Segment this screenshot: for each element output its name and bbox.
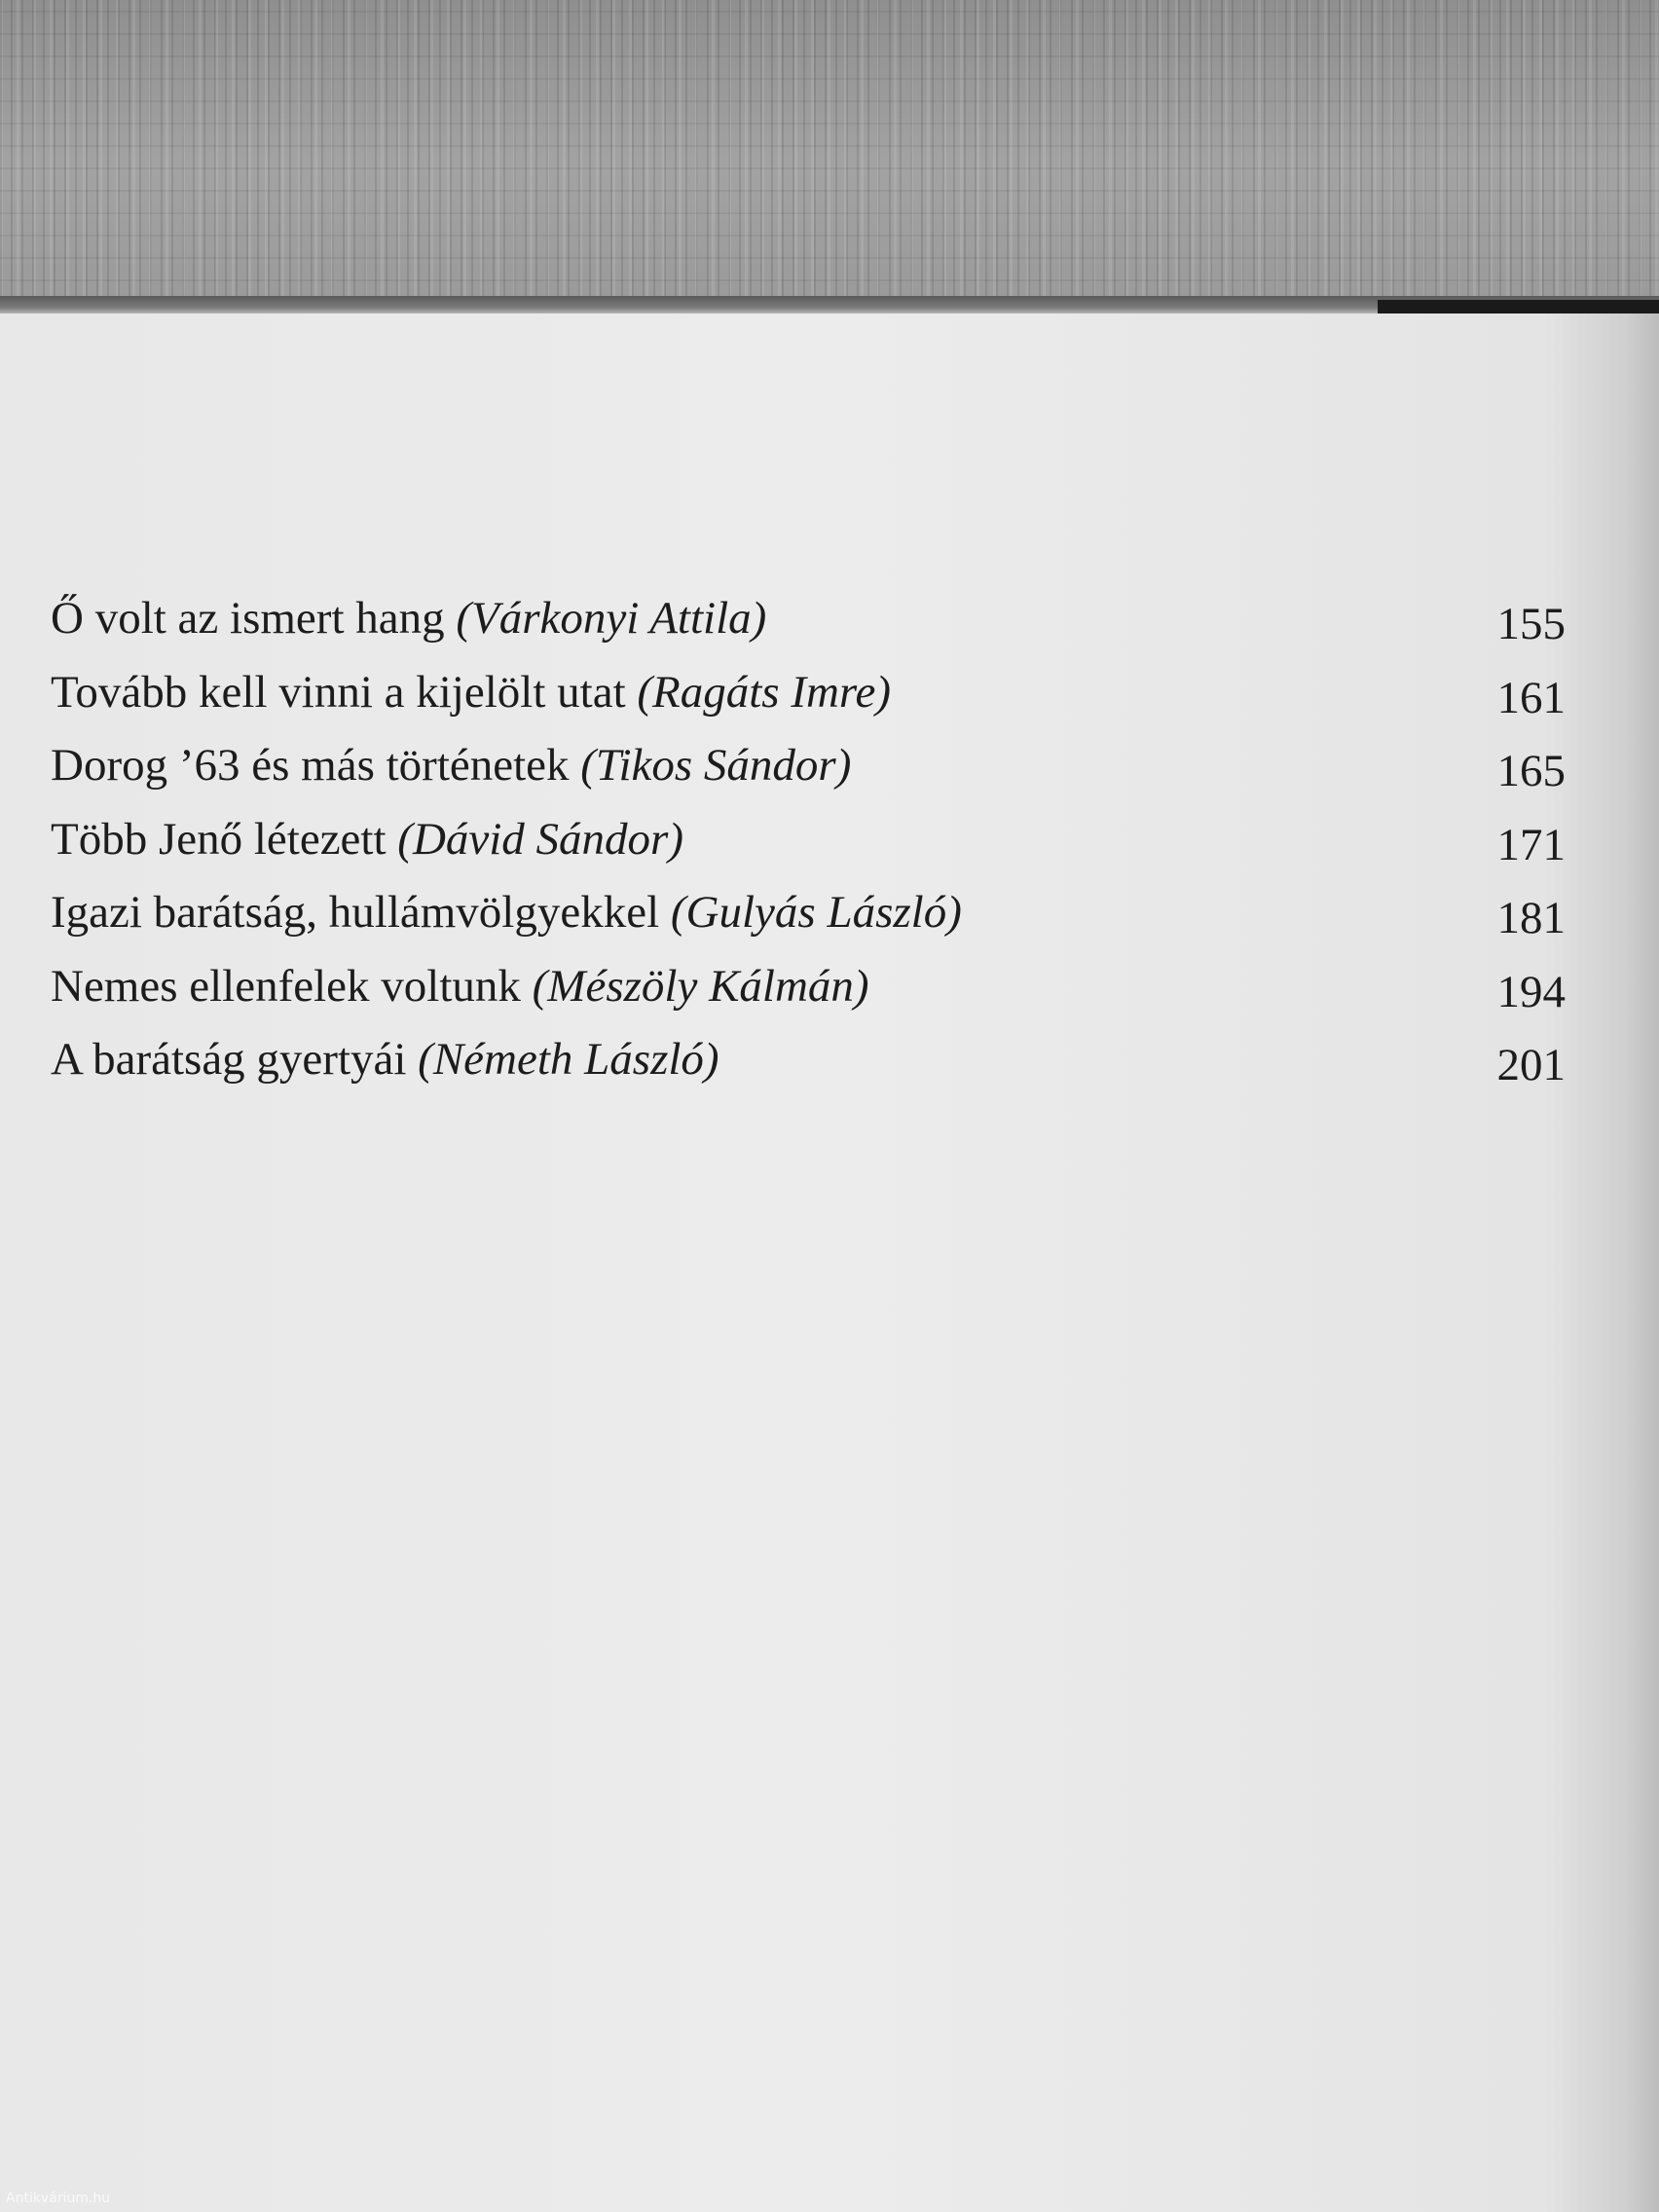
toc-entry-page: 201: [1496, 1040, 1566, 1090]
toc-entry-page: 161: [1496, 672, 1566, 723]
toc-entry-author: (Tikos Sándor): [580, 740, 852, 791]
toc-entry: [51, 656, 1566, 730]
table-of-contents: [51, 582, 1566, 1097]
toc-entry-title: Tovább kell vinni a kijelölt utat: [51, 666, 626, 718]
toc-entry-page: 155: [1496, 599, 1566, 649]
toc-entry-author: (Mészöly Kálmán): [532, 960, 869, 1012]
toc-entry-author: (Németh László): [418, 1034, 719, 1085]
toc-entry-title: Igazi barátság, hullámvölgyekkel: [51, 887, 660, 938]
toc-entry: [51, 582, 1566, 656]
toc-entry-page: 171: [1496, 819, 1566, 870]
toc-entry: [51, 803, 1566, 877]
source-watermark: Antikvárium.hu: [6, 2191, 111, 2206]
toc-entry-author: (Gulyás László): [670, 887, 962, 938]
toc-entry: [51, 729, 1566, 803]
toc-entry-page: 194: [1496, 966, 1566, 1017]
toc-entry-title: Nemes ellenfelek voltunk: [51, 960, 521, 1012]
toc-entry: [51, 950, 1566, 1024]
toc-entry-title: Dorog ’63 és más történetek: [51, 740, 570, 791]
toc-entry-title: Ő volt az ismert hang: [51, 593, 445, 644]
toc-entry-title: A barátság gyertyái: [51, 1034, 407, 1085]
toc-entry-author: (Várkonyi Attila): [456, 593, 767, 644]
toc-entry-author: (Dávid Sándor): [397, 813, 684, 865]
toc-entry: [51, 1023, 1566, 1097]
table-surface-background: [0, 0, 1659, 304]
toc-entry-page: 165: [1496, 746, 1566, 796]
toc-entry-title: Több Jenő létezett: [51, 813, 387, 865]
toc-entry: [51, 876, 1566, 950]
toc-entry-page: 181: [1496, 893, 1566, 943]
toc-entry-author: (Ragáts Imre): [637, 666, 891, 718]
